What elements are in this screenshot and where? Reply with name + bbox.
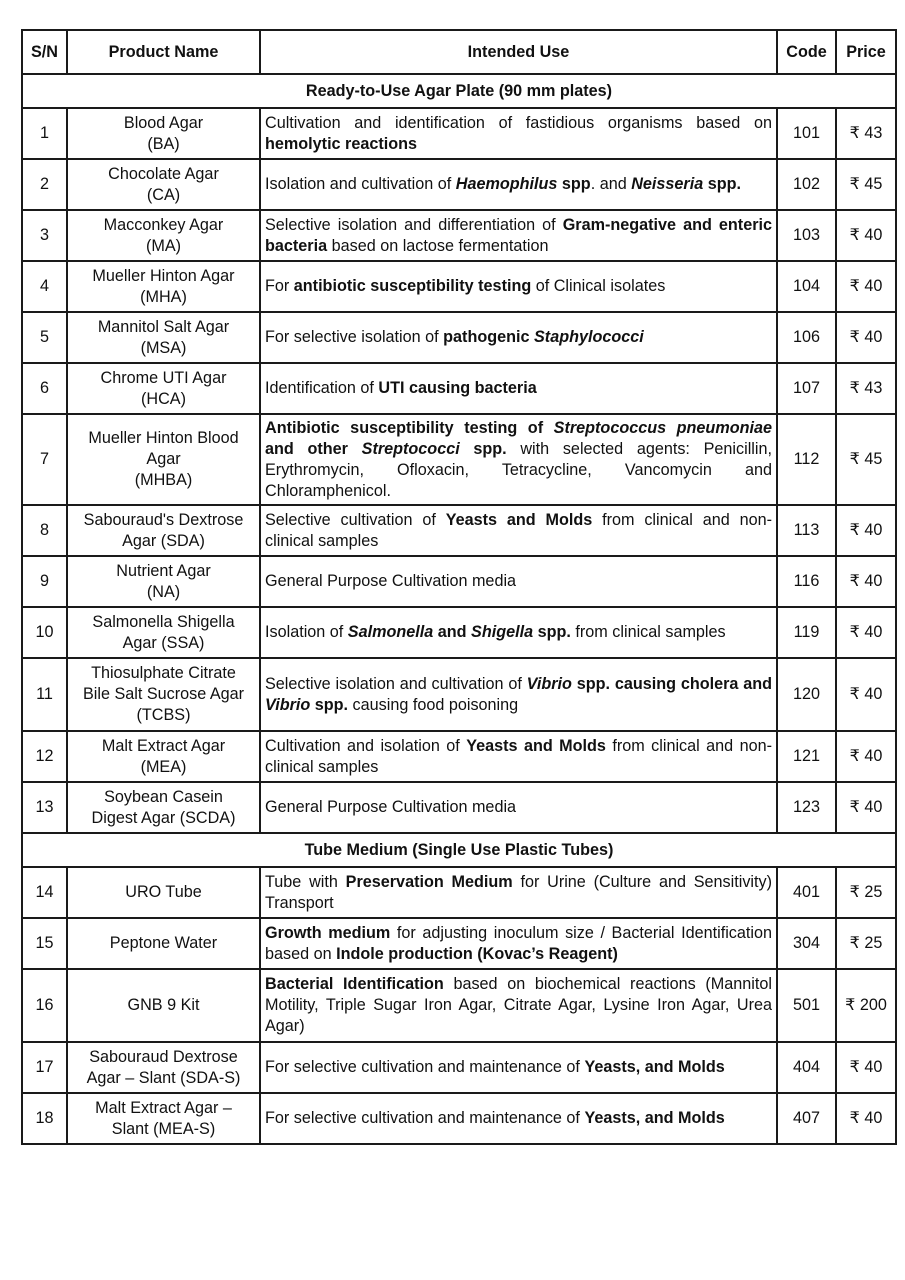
cell-sn: 6 (22, 363, 67, 414)
cell-sn: 2 (22, 159, 67, 210)
intended-use-text: For selective isolation of (265, 328, 444, 346)
table-row (22, 1093, 896, 1144)
intended-use-text: with selected agents: Penicillin, Erythromycin, Ofloxacin, Tetracycline, Vancomycin and Chloramphenicol. (265, 439, 772, 500)
table-row (22, 312, 896, 363)
intended-use-text: For (265, 277, 294, 295)
product-name-line: Thiosulphate Citrate (91, 664, 236, 682)
header-product-name: Product Name (67, 30, 260, 74)
intended-use-text: for adjusting inoculum size / Bacterial Identification based on (265, 923, 772, 963)
cell-intended-use (260, 969, 777, 1042)
product-name-line: Agar (146, 450, 181, 468)
cell-price: ₹ 40 (836, 782, 896, 833)
cell-product-name (67, 556, 260, 607)
intended-use-text: Growth medium (265, 923, 391, 942)
cell-price: ₹ 40 (836, 658, 896, 731)
table-row (22, 918, 896, 969)
cell-intended-use (260, 159, 777, 210)
intended-use-text: Haemophilus (455, 175, 558, 193)
cell-product-name (67, 363, 260, 414)
product-name-line: Agar (SDA) (122, 531, 205, 550)
cell-intended-use (260, 607, 777, 658)
product-name-line: Sabouraud's Dextrose (83, 510, 244, 529)
cell-code: 501 (777, 969, 836, 1042)
product-name-line: Mueller Hinton Blood (88, 429, 239, 447)
cell-code: 112 (777, 414, 836, 505)
cell-price: ₹ 40 (836, 1093, 896, 1144)
cell-code: 116 (777, 556, 836, 607)
intended-use-text: Antibiotic susceptibility testing of (265, 418, 554, 437)
intended-use-text: of Clinical isolates (531, 277, 666, 295)
product-name-line: Slant (MEA-S) (111, 1119, 216, 1138)
cell-intended-use (260, 210, 777, 261)
table-row (22, 108, 896, 159)
cell-code: 304 (777, 918, 836, 969)
cell-product-name (67, 1042, 260, 1093)
intended-use-text: antibiotic susceptibility testing (293, 277, 532, 295)
cell-intended-use (260, 731, 777, 782)
intended-use-text: Gram-negative and enteric bacteria (265, 215, 773, 255)
table-row (22, 867, 896, 918)
cell-price: ₹ 40 (836, 261, 896, 312)
intended-use-text: Shigella (471, 623, 534, 641)
cell-code: 104 (777, 261, 836, 312)
intended-use-text: spp (557, 175, 591, 193)
cell-product-name (67, 159, 260, 210)
cell-code: 120 (777, 658, 836, 731)
intended-use-text: Cultivation and isolation of (265, 736, 467, 755)
intended-use-text: For selective cultivation and maintenance of (265, 1058, 585, 1076)
intended-use-text: and (433, 623, 472, 641)
product-name-line: Soybean Casein (104, 787, 223, 806)
product-name-line: (NA) (146, 582, 181, 601)
cell-code: 107 (777, 363, 836, 414)
intended-use-text: For selective cultivation and maintenance of (265, 1109, 585, 1127)
cell-sn: 14 (22, 867, 67, 918)
cell-price: ₹ 25 (836, 918, 896, 969)
cell-code: 101 (777, 108, 836, 159)
intended-use-text: Identification of (265, 379, 379, 397)
product-name-line: (MSA) (140, 338, 187, 357)
cell-intended-use (260, 918, 777, 969)
section-row (22, 74, 896, 108)
cell-sn: 3 (22, 210, 67, 261)
cell-price: ₹ 43 (836, 108, 896, 159)
intended-use-text: from clinical and non-clinical samples (265, 736, 773, 776)
product-name-line: Chocolate Agar (108, 164, 219, 183)
cell-intended-use (260, 556, 777, 607)
product-name-line: (CA) (146, 185, 181, 204)
cell-price: ₹ 40 (836, 210, 896, 261)
cell-sn: 17 (22, 1042, 67, 1093)
product-name-line: Sabouraud Dextrose (89, 1047, 238, 1066)
product-name-line: (TCBS) (136, 706, 191, 724)
table-row (22, 261, 896, 312)
product-name-line: Agar (SSA) (122, 633, 205, 652)
cell-code: 404 (777, 1042, 836, 1093)
intended-use-text: UTI causing bacteria (378, 379, 537, 397)
intended-use-text: Neisseria (631, 175, 704, 193)
product-price-table (21, 29, 897, 1145)
cell-price: ₹ 40 (836, 731, 896, 782)
cell-product-name (67, 312, 260, 363)
product-name-line: Bile Salt Sucrose Agar (82, 685, 245, 703)
cell-code: 401 (777, 867, 836, 918)
product-name-line: Chrome UTI Agar (100, 368, 227, 387)
product-name-line: (MHBA) (134, 471, 193, 489)
intended-use-text: Salmonella (347, 623, 434, 641)
table-row (22, 363, 896, 414)
cell-product-name (67, 969, 260, 1042)
cell-price: ₹ 40 (836, 556, 896, 607)
header-price: Price (836, 30, 896, 74)
table-row (22, 1042, 896, 1093)
cell-code: 407 (777, 1093, 836, 1144)
cell-sn: 15 (22, 918, 67, 969)
table-row (22, 969, 896, 1042)
intended-use-text: spp. (703, 175, 741, 193)
cell-product-name (67, 108, 260, 159)
intended-use-text: Selective cultivation of (265, 510, 446, 529)
cell-code: 103 (777, 210, 836, 261)
cell-price: ₹ 43 (836, 363, 896, 414)
header-row (22, 30, 896, 74)
cell-sn: 16 (22, 969, 67, 1042)
table-row (22, 505, 896, 556)
product-name-line: Malt Extract Agar – (95, 1098, 232, 1117)
table-row (22, 658, 896, 731)
intended-use-text: Staphylococci (534, 328, 644, 346)
intended-use-text: pathogenic (443, 328, 534, 346)
cell-intended-use (260, 312, 777, 363)
cell-price: ₹ 40 (836, 312, 896, 363)
table-row (22, 556, 896, 607)
intended-use-text: from clinical samples (570, 623, 726, 641)
product-name-line: Blood Agar (123, 113, 204, 132)
intended-use-text: spp. causing cholera and (571, 674, 772, 693)
intended-use-text: Selective isolation and differentiation of (265, 215, 563, 234)
table-row (22, 414, 896, 505)
intended-use-text: Vibrio (265, 695, 311, 714)
product-name-line: Agar – Slant (SDA-S) (86, 1068, 241, 1087)
cell-sn: 8 (22, 505, 67, 556)
cell-sn: 9 (22, 556, 67, 607)
product-name-line: (MEA) (140, 757, 187, 776)
intended-use-text: Bacterial Identification (265, 975, 444, 993)
intended-use-text: . and (590, 175, 632, 193)
cell-intended-use (260, 1093, 777, 1144)
intended-use-text: Preservation Medium (345, 872, 513, 891)
cell-code: 123 (777, 782, 836, 833)
cell-product-name (67, 414, 260, 505)
cell-product-name (67, 731, 260, 782)
table-body (22, 74, 896, 1144)
intended-use-text: for Urine (Culture and Sensitivity) Transport (265, 872, 772, 912)
cell-product-name (67, 505, 260, 556)
intended-use-text: based on lactose fermentation (327, 236, 549, 255)
product-name-line: (MA) (145, 236, 182, 255)
intended-use-text: spp. (533, 623, 571, 641)
intended-use-text: and other (265, 439, 362, 458)
cell-product-name (67, 261, 260, 312)
intended-use-text: General Purpose Cultivation media (265, 572, 517, 590)
table-row (22, 210, 896, 261)
product-name-line: (MHA) (140, 287, 187, 306)
intended-use-text: Tube with (265, 872, 346, 891)
cell-sn: 18 (22, 1093, 67, 1144)
intended-use-text: Cultivation and identification of fastidious organisms based on (265, 113, 772, 132)
cell-sn: 1 (22, 108, 67, 159)
intended-use-text: from clinical and non-clinical samples (265, 510, 772, 550)
product-name-line: Macconkey Agar (103, 215, 224, 234)
cell-code: 119 (777, 607, 836, 658)
intended-use-text: Yeasts, and Molds (584, 1109, 725, 1127)
cell-price: ₹ 40 (836, 505, 896, 556)
cell-product-name (67, 782, 260, 833)
cell-code: 113 (777, 505, 836, 556)
intended-use-text: Streptococcus pneumoniae (553, 418, 772, 437)
cell-intended-use (260, 414, 777, 505)
intended-use-text: Yeasts and Molds (466, 736, 606, 755)
header-sn: S/N (22, 30, 67, 74)
intended-use-text: Isolation and cultivation of (265, 175, 456, 193)
cell-code: 121 (777, 731, 836, 782)
cell-code: 102 (777, 159, 836, 210)
intended-use-text: Vibrio (526, 674, 572, 693)
cell-price: ₹ 200 (836, 969, 896, 1042)
intended-use-text: Indole production (Kovac’s Reagent) (336, 944, 618, 963)
section-title: Tube Medium (Single Use Plastic Tubes) (22, 833, 896, 867)
cell-price: ₹ 40 (836, 607, 896, 658)
section-title: Ready-to-Use Agar Plate (90 mm plates) (22, 74, 896, 108)
cell-code: 106 (777, 312, 836, 363)
product-name-line: Nutrient Agar (116, 561, 211, 580)
cell-price: ₹ 45 (836, 414, 896, 505)
cell-intended-use (260, 867, 777, 918)
product-name-line: URO Tube (125, 883, 202, 901)
cell-sn: 7 (22, 414, 67, 505)
product-name-line: Mueller Hinton Agar (92, 266, 235, 285)
cell-product-name (67, 867, 260, 918)
cell-product-name (67, 1093, 260, 1144)
intended-use-text: spp. (459, 439, 507, 458)
intended-use-text: General Purpose Cultivation media (265, 798, 517, 816)
product-name-line: (BA) (147, 134, 180, 153)
header-code: Code (777, 30, 836, 74)
cell-intended-use (260, 658, 777, 731)
table-row (22, 731, 896, 782)
cell-price: ₹ 25 (836, 867, 896, 918)
cell-sn: 11 (22, 658, 67, 731)
section-row (22, 833, 896, 867)
intended-use-text: Yeasts and Molds (445, 510, 593, 529)
product-name-line: Peptone Water (109, 934, 218, 952)
intended-use-text: Selective isolation and cultivation of (265, 674, 527, 693)
intended-use-text: based on biochemical reactions (Mannitol Motility, Triple Sugar Iron Agar, Citrate Agar, Lysine Iron Agar, Urea Agar) (265, 975, 772, 1035)
cell-sn: 10 (22, 607, 67, 658)
product-name-line: Mannitol Salt Agar (97, 317, 230, 336)
cell-price: ₹ 45 (836, 159, 896, 210)
cell-intended-use (260, 505, 777, 556)
product-name-line: GNB 9 Kit (127, 996, 200, 1014)
table-row (22, 782, 896, 833)
intended-use-text: spp. (310, 695, 349, 714)
cell-product-name (67, 658, 260, 731)
cell-product-name (67, 607, 260, 658)
intended-use-text: Streptococci (361, 439, 460, 458)
cell-sn: 4 (22, 261, 67, 312)
table-row (22, 607, 896, 658)
cell-product-name (67, 918, 260, 969)
cell-intended-use (260, 363, 777, 414)
cell-intended-use (260, 261, 777, 312)
product-name-line: Malt Extract Agar (101, 736, 226, 755)
intended-use-text: Yeasts, and Molds (584, 1058, 725, 1076)
cell-price: ₹ 40 (836, 1042, 896, 1093)
cell-intended-use (260, 108, 777, 159)
intended-use-text: Isolation of (265, 623, 348, 641)
product-name-line: (HCA) (141, 389, 186, 408)
cell-intended-use (260, 1042, 777, 1093)
cell-product-name (67, 210, 260, 261)
header-intended-use: Intended Use (260, 30, 777, 74)
product-name-line: Digest Agar (SCDA) (91, 808, 236, 827)
cell-sn: 5 (22, 312, 67, 363)
table-row (22, 159, 896, 210)
cell-sn: 12 (22, 731, 67, 782)
cell-sn: 13 (22, 782, 67, 833)
cell-intended-use (260, 782, 777, 833)
intended-use-text: hemolytic reactions (265, 134, 418, 153)
product-name-line: Salmonella Shigella (92, 612, 235, 631)
intended-use-text: causing food poisoning (348, 695, 519, 714)
